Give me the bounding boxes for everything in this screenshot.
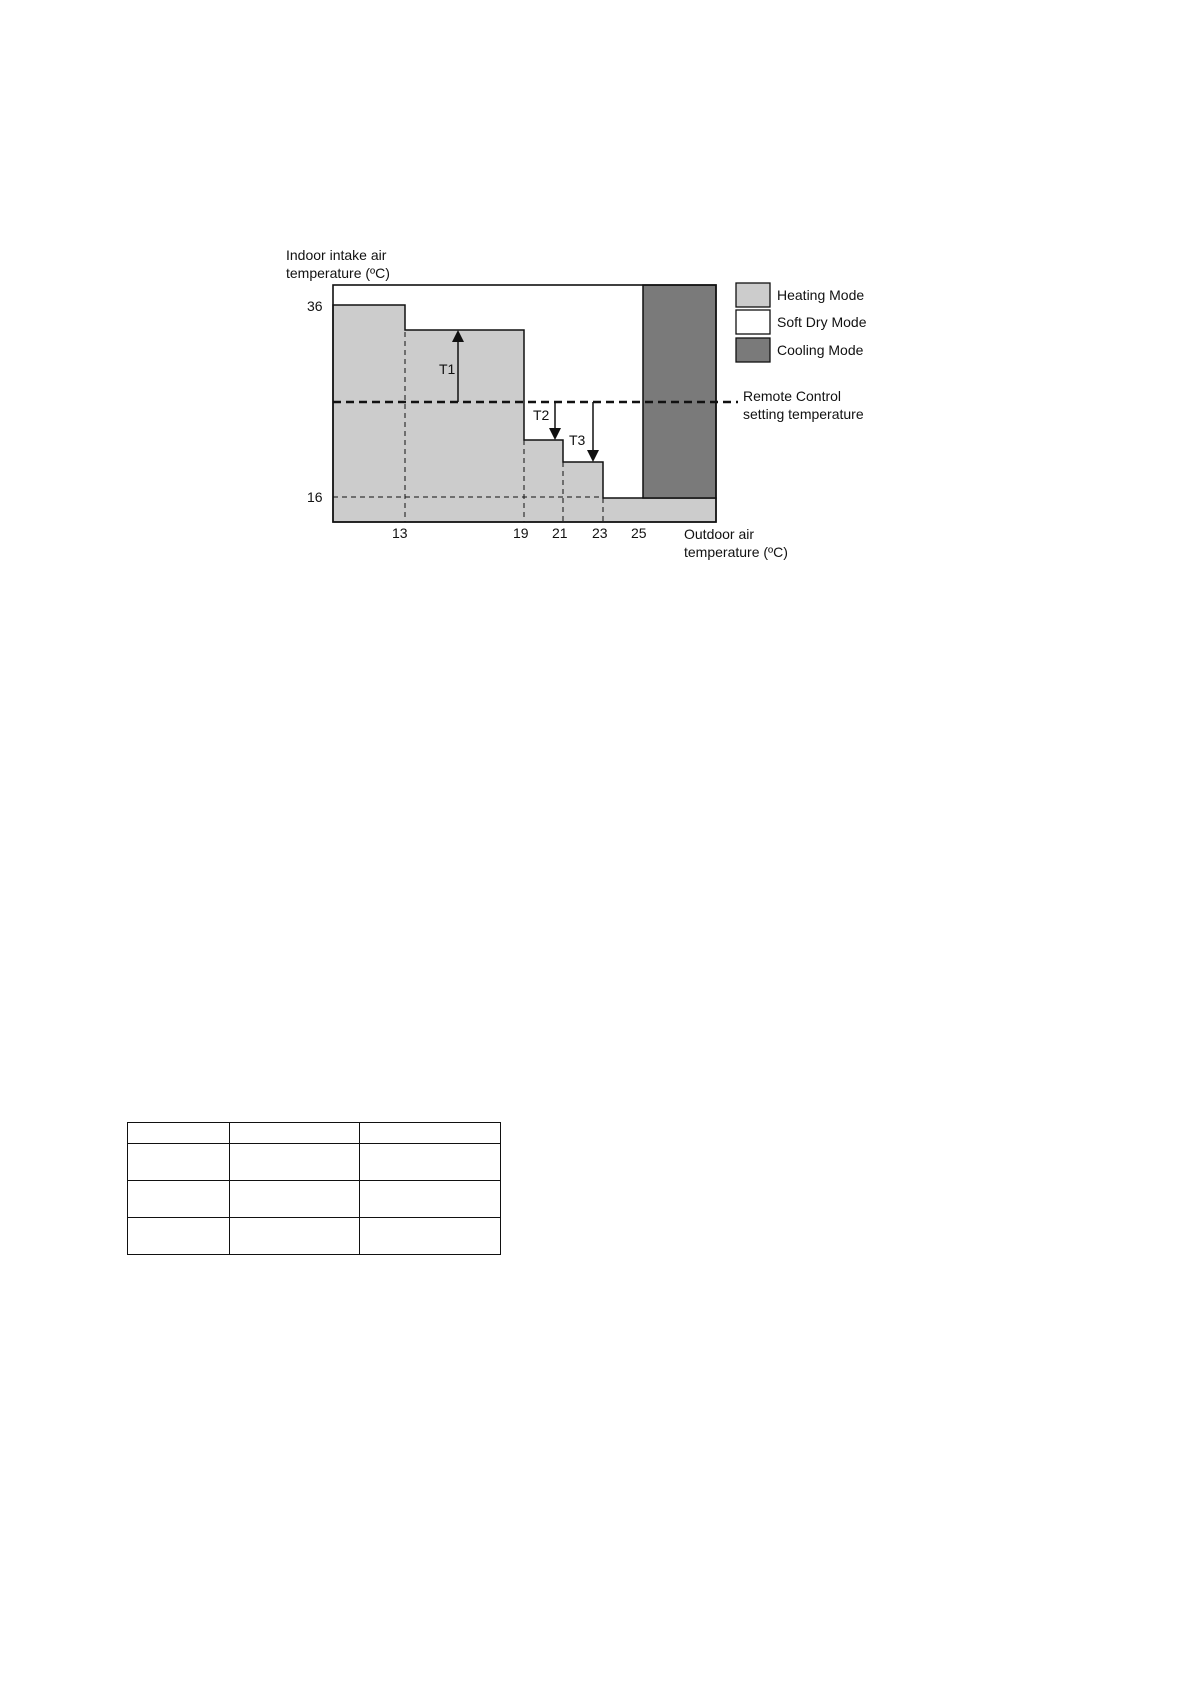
legend-swatch-heating (736, 283, 770, 307)
legend-label-soft-dry: Soft Dry Mode (777, 314, 867, 330)
table-cell (360, 1123, 501, 1144)
setting-line-label-line1: Remote Control (743, 388, 842, 404)
x-tick-21: 21 (552, 525, 568, 541)
table-row (128, 1181, 501, 1218)
t1-label: T1 (439, 361, 456, 377)
legend-swatch-cooling (736, 338, 770, 362)
y-tick-36: 36 (307, 298, 323, 314)
table-cell (230, 1123, 360, 1144)
table-cell (128, 1144, 230, 1181)
table-cell (128, 1181, 230, 1218)
x-tick-19: 19 (513, 525, 529, 541)
table-cell (230, 1144, 360, 1181)
x-tick-13: 13 (392, 525, 408, 541)
legend (736, 283, 867, 362)
table-cell (128, 1123, 230, 1144)
setting-line-label-line2: setting temperature (743, 406, 864, 422)
table-row (128, 1218, 501, 1255)
x-tick-23: 23 (592, 525, 608, 541)
table-cell (230, 1181, 360, 1218)
table-row (128, 1123, 501, 1144)
table-cell (128, 1218, 230, 1255)
table-cell (230, 1218, 360, 1255)
t3-label: T3 (569, 432, 586, 448)
table-cell (360, 1218, 501, 1255)
legend-label-heating: Heating Mode (777, 287, 865, 303)
table-cell (360, 1181, 501, 1218)
y-axis-label-line2: temperature (ºC) (286, 265, 390, 281)
x-axis-label-line1: Outdoor air (684, 526, 755, 542)
empty-grid-table (127, 1122, 501, 1255)
x-tick-25: 25 (631, 525, 647, 541)
table-cell (360, 1144, 501, 1181)
cooling-mode-region (643, 285, 716, 498)
x-axis-label-line2: temperature (ºC) (684, 544, 788, 560)
legend-swatch-soft-dry (736, 310, 770, 334)
legend-label-cooling: Cooling Mode (777, 342, 864, 358)
y-tick-16: 16 (307, 489, 323, 505)
table-row (128, 1144, 501, 1181)
mode-temperature-diagram (0, 0, 1190, 600)
y-axis-label-line1: Indoor intake air (286, 247, 387, 263)
t2-label: T2 (533, 407, 550, 423)
